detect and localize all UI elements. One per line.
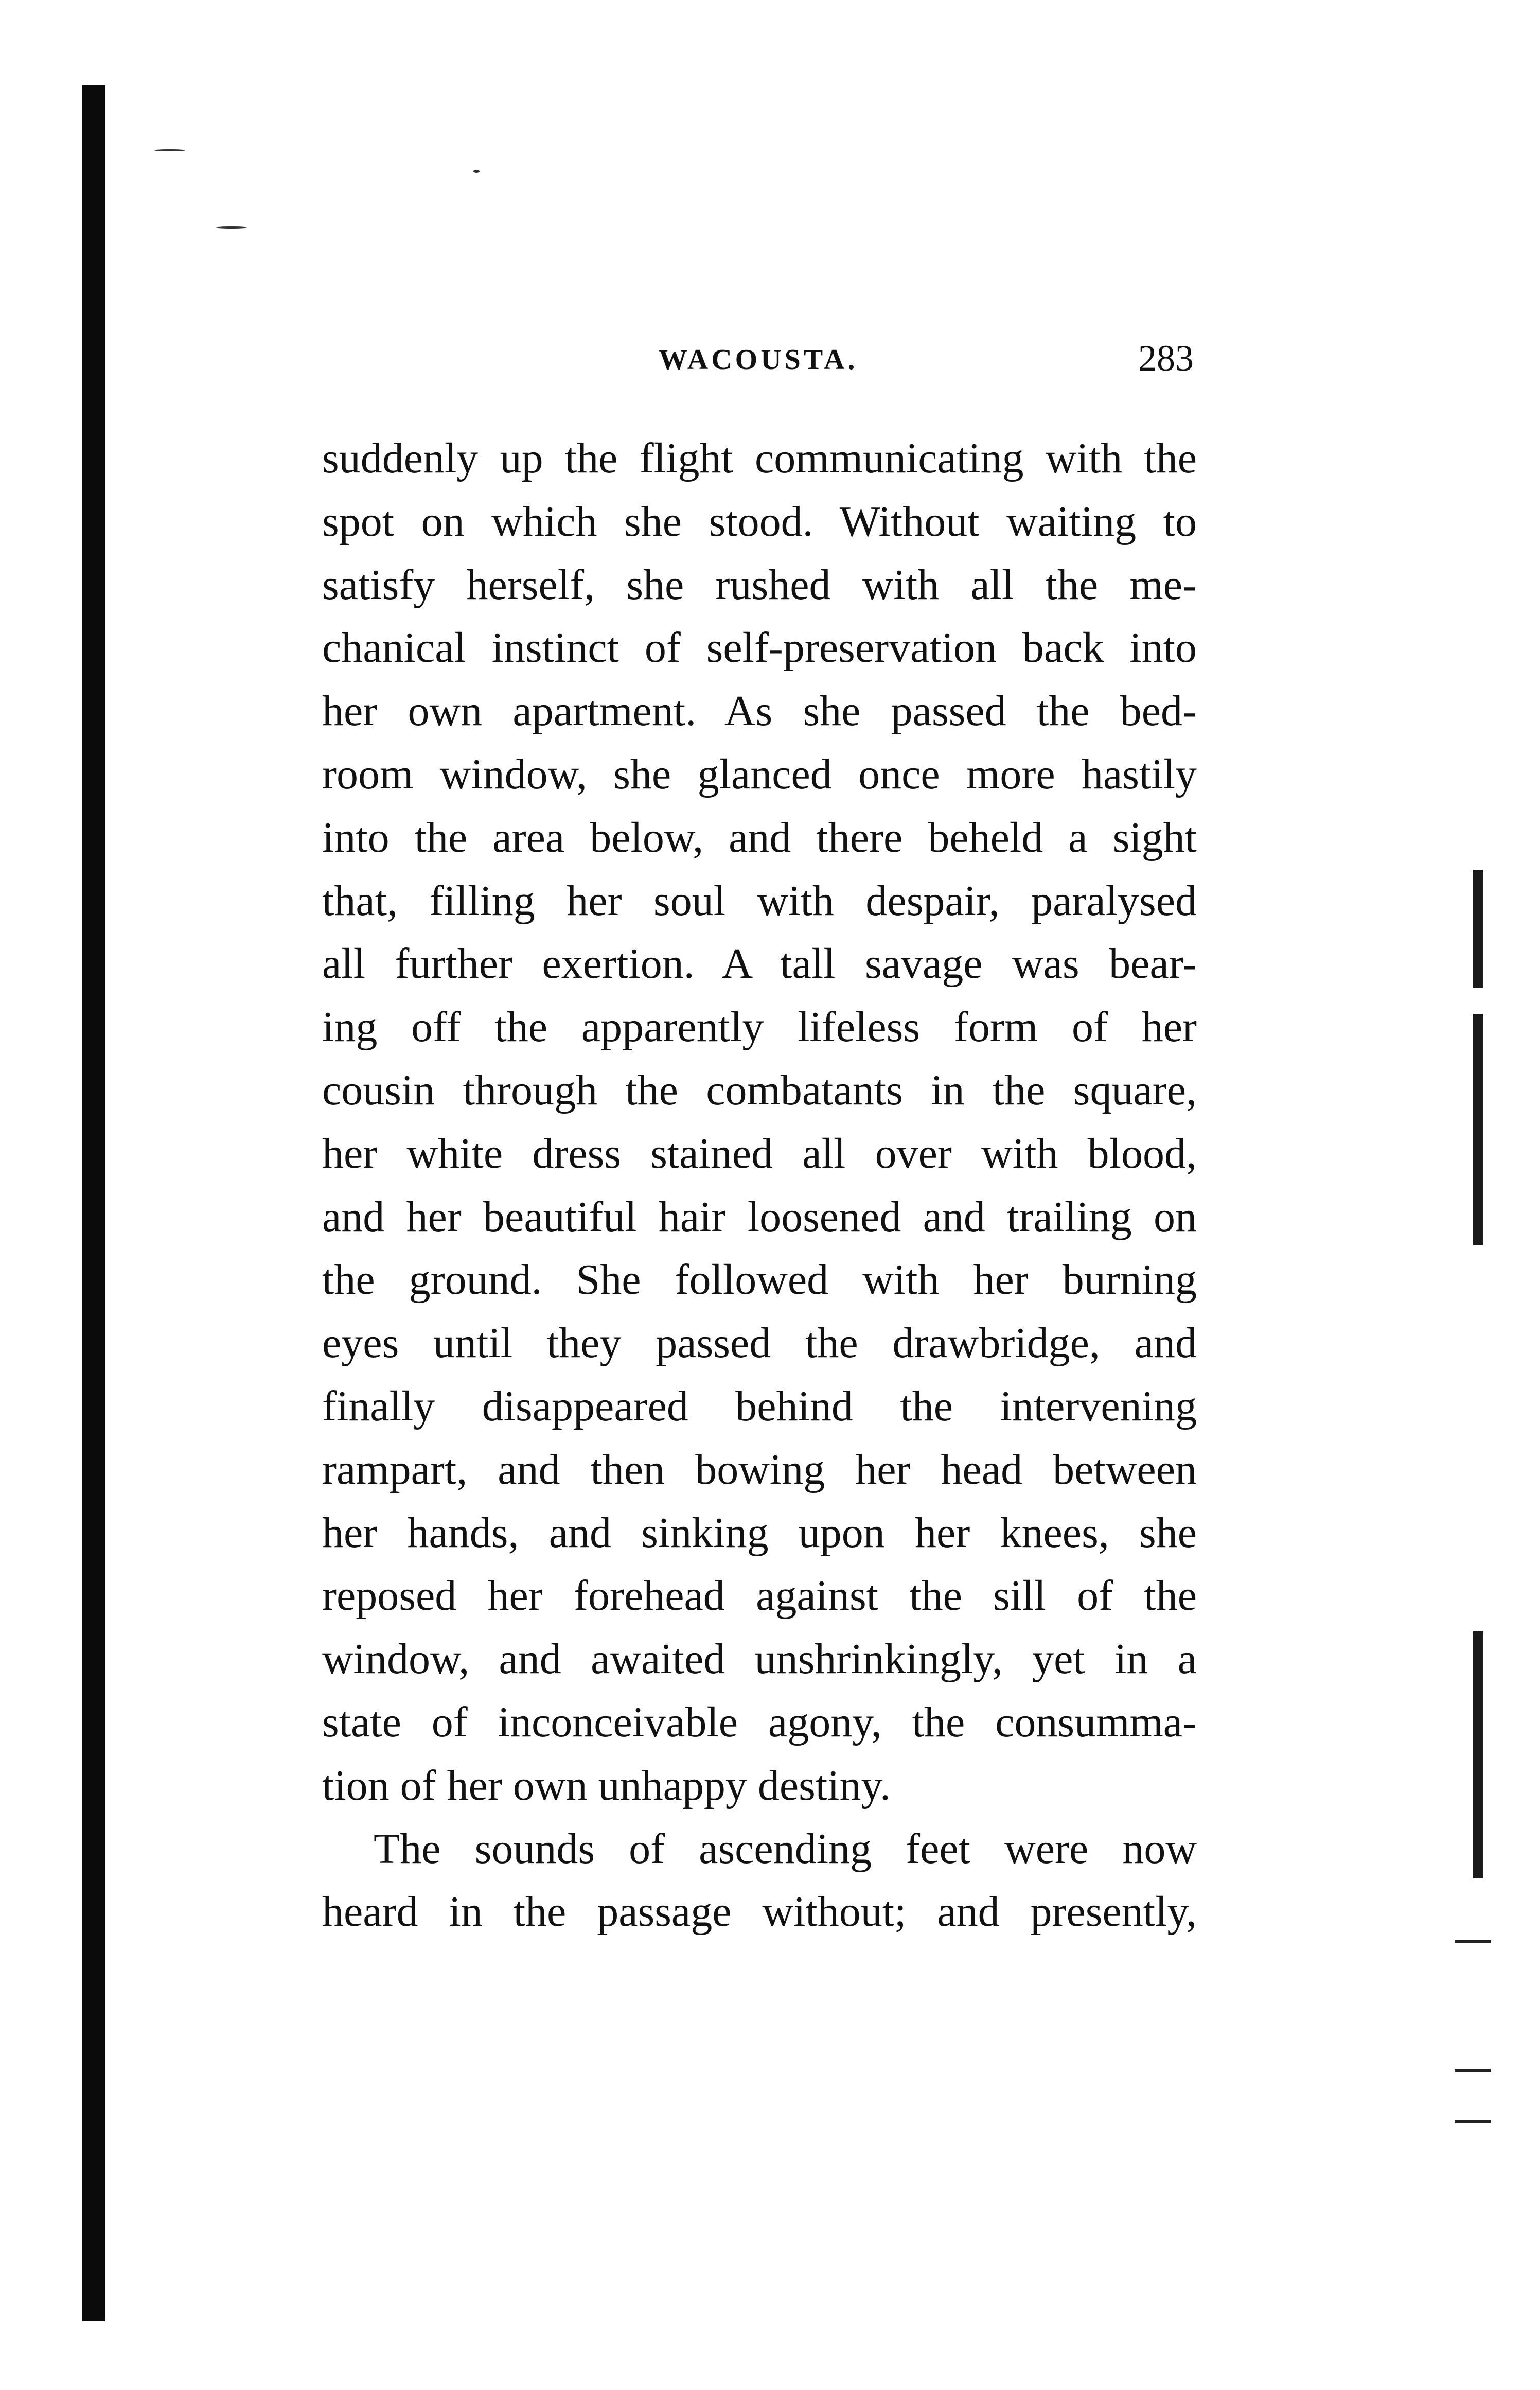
text-line: room window, she glanced once more hastily <box>322 750 1197 798</box>
text-line: The sounds of ascending feet were now <box>374 1824 1197 1873</box>
text-line: suddenly up the flight communicating with the <box>322 434 1197 482</box>
text-line: all further exertion. A tall savage was bear- <box>322 940 1197 988</box>
text-line: spot on which she stood. Without waiting to <box>322 497 1197 546</box>
text-line: tion of her own unhappy destiny. <box>322 1761 891 1809</box>
text-line: window, and awaited unshrinkingly, yet in a <box>322 1635 1197 1683</box>
text-line: the ground. She followed with her burning <box>322 1256 1197 1304</box>
text-line: chanical instinct of self-preservation back into <box>322 624 1197 672</box>
text-line: satisfy herself, she rushed with all the me- <box>322 560 1197 609</box>
ink-speck <box>154 149 185 151</box>
text-line: her hands, and sinking upon her knees, she <box>322 1508 1197 1557</box>
text-line: rampart, and then bowing her head between <box>322 1445 1197 1493</box>
edge-dash <box>1455 2069 1491 2072</box>
text-line: heard in the passage without; and presently, <box>322 1888 1197 1936</box>
ink-speck <box>473 170 480 173</box>
edge-mark <box>1473 1014 1483 1245</box>
edge-mark <box>1473 1631 1483 1878</box>
body-text <box>322 427 1197 1944</box>
text-line: that, filling her soul with despair, paralysed <box>322 876 1197 925</box>
text-line: into the area below, and there beheld a sight <box>322 813 1197 862</box>
text-line: eyes until they passed the drawbridge, and <box>322 1319 1197 1367</box>
edge-mark <box>1473 870 1483 988</box>
text-line: reposed her forehead against the sill of the <box>322 1572 1197 1620</box>
text-line: her white dress stained all over with blood, <box>322 1129 1197 1178</box>
page-number: 283 <box>1138 338 1194 379</box>
text-line: finally disappeared behind the intervening <box>322 1382 1197 1430</box>
binding-shadow <box>82 85 105 2321</box>
text-line: state of inconceivable agony, the consumma- <box>322 1698 1197 1746</box>
edge-dash <box>1455 2120 1491 2123</box>
text-line: and her beautiful hair loosened and trailing on <box>322 1192 1197 1241</box>
text-line: her own apartment. As she passed the bed- <box>322 687 1197 735</box>
running-head <box>319 337 1194 389</box>
running-title: WACOUSTA. <box>659 344 858 376</box>
ink-speck <box>216 226 247 229</box>
text-line: ing off the apparently lifeless form of her <box>322 1003 1197 1051</box>
text-line: cousin through the combatants in the square, <box>322 1066 1197 1114</box>
edge-dash <box>1455 1940 1491 1943</box>
